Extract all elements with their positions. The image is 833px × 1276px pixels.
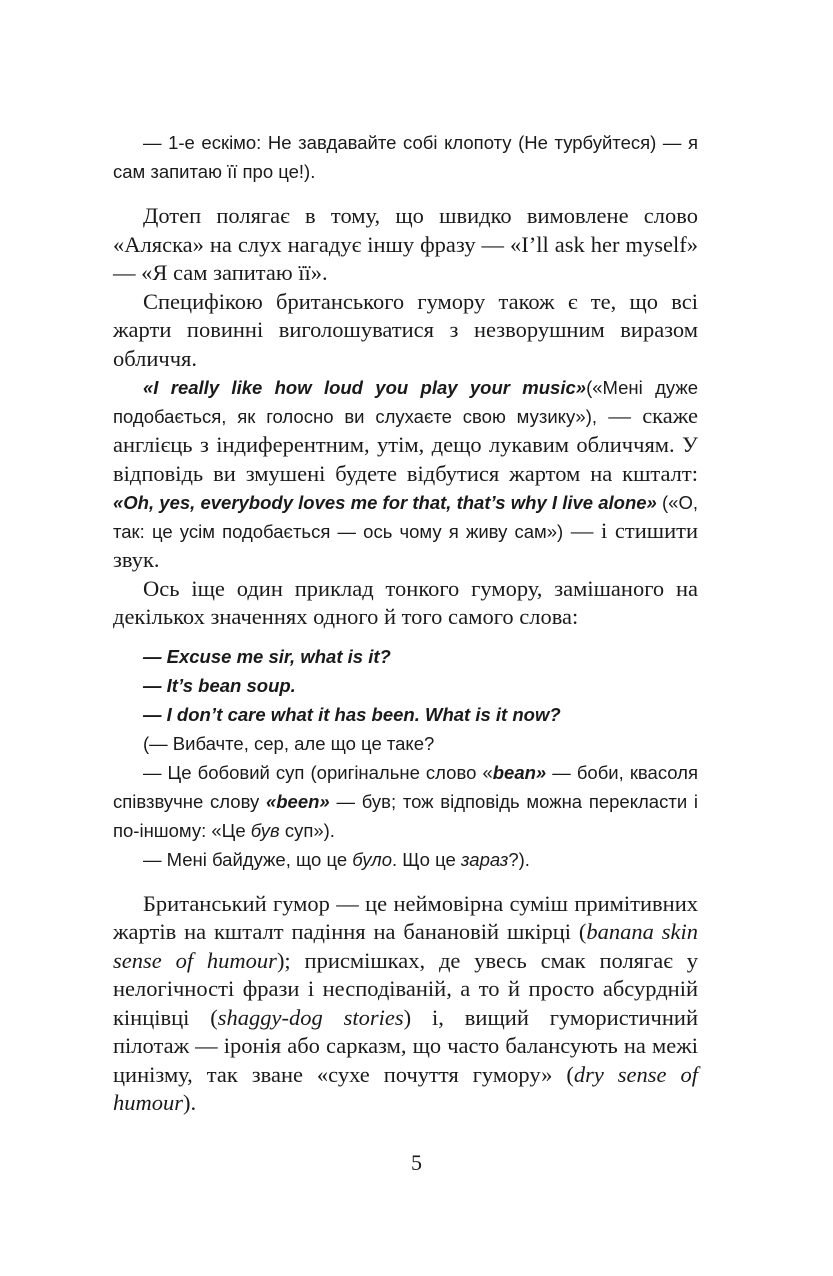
- quote-translation: («О, так: це усім подобається — ось чому я живу сам»): [113, 492, 698, 542]
- paragraph-text: Дотеп полягає в тому, що швидко вимовлене слово «Аляска» на слух нагадує іншу фразу — «I’ll ask her myself» — «Я сам запитаю її».: [113, 203, 698, 285]
- english-word: bean»: [492, 761, 547, 783]
- dialog-line: [113, 729, 698, 758]
- paragraph-text: ); присмішках, де увесь смак полягає у нелогічності фрази і несподіваній, а то й просто абсурдній кінцівці (: [113, 947, 698, 1030]
- italic-word: був: [250, 819, 280, 841]
- english-dialog: [113, 642, 698, 729]
- quote-translation: («Мені дуже подобається, як голосно ви слухаєте свою музику»),: [113, 377, 698, 427]
- paragraph-text: Специфікою британського гумору також є те, що всі жарти повинні виголошуватися з незворушним виразом обличчя.: [113, 288, 698, 371]
- dialog-text: . Що це: [392, 848, 461, 870]
- dialog-text: — боби, квасоля співзвучне слову: [113, 761, 698, 812]
- paragraph-music-example: [113, 373, 698, 575]
- english-word: «been»: [265, 790, 330, 812]
- dialog-line: — It’s bean soup.: [143, 674, 296, 696]
- dialog-text: — був; тож відповідь можна перекласти і по-іншому: «Це: [113, 790, 698, 841]
- paragraph-british-humor: [113, 288, 698, 374]
- paragraph-text: Ось іще один приклад тонкого гумору, замішаного на декількох значеннях одного й того самого слова:: [113, 575, 698, 629]
- dialog-line: — I don’t care what it has been. What is it now?: [143, 703, 561, 725]
- paragraph-text: — скаже англієць з індиферентним, утім, дещо лукавим обличчям. У відповідь ви змушені будете відбутися жартом на кшталт:: [113, 403, 698, 486]
- paragraph-humor-summary: [113, 890, 698, 1118]
- dialog-line: — Excuse me sir, what is it?: [143, 645, 391, 667]
- ukrainian-dialog: [113, 729, 698, 874]
- book-page: [113, 128, 698, 1118]
- dialog-text: — Мені байдуже, що це: [143, 848, 353, 870]
- dialog-text: суп»).: [279, 819, 335, 841]
- dialog-text: (— Вибачте, сер, але що це таке?: [143, 732, 435, 754]
- english-quote: «I really like how loud you play your music»: [143, 377, 587, 398]
- dialog-text: ?).: [508, 848, 530, 870]
- paragraph-text: — і стишити звук.: [113, 518, 698, 572]
- italic-word: зараз: [460, 848, 509, 870]
- dialog-line: [113, 845, 698, 874]
- paragraph-text: ).: [183, 1090, 197, 1115]
- italic-term: shaggy-dog stories: [217, 1004, 404, 1030]
- italic-term: banana skin sense of humour: [113, 919, 698, 973]
- paragraph-word-play-intro: [113, 575, 698, 632]
- paragraph-joke-explanation: [113, 202, 698, 288]
- dialog-text: — Це бобовий суп (оригінальне слово «: [143, 761, 493, 783]
- paragraph-text: ) і, вищий гумористичний пілотаж — іронія або сарказм, що часто балансують на межі цинізму, так зване «сухе почуття гумору» (: [113, 1004, 698, 1087]
- page-number: 5: [411, 1150, 422, 1175]
- english-quote: «Oh, yes, everybody loves me for that, that’s why I live alone»: [113, 492, 657, 513]
- paragraph-text: Британський гумор — це неймовірна суміш примітивних жартів на кшталт падіння на банановій шкірці (: [113, 890, 698, 944]
- italic-term: dry sense of humour: [113, 1061, 698, 1115]
- dialog-text: — 1-е ескімо: Не завдавайте собі клопоту (Не турбуйтеся) — я сам запитаю її про це!).: [113, 132, 698, 182]
- italic-word: було: [352, 848, 393, 870]
- dialog-line: [113, 758, 698, 845]
- paragraph-dialog-end: [113, 128, 698, 186]
